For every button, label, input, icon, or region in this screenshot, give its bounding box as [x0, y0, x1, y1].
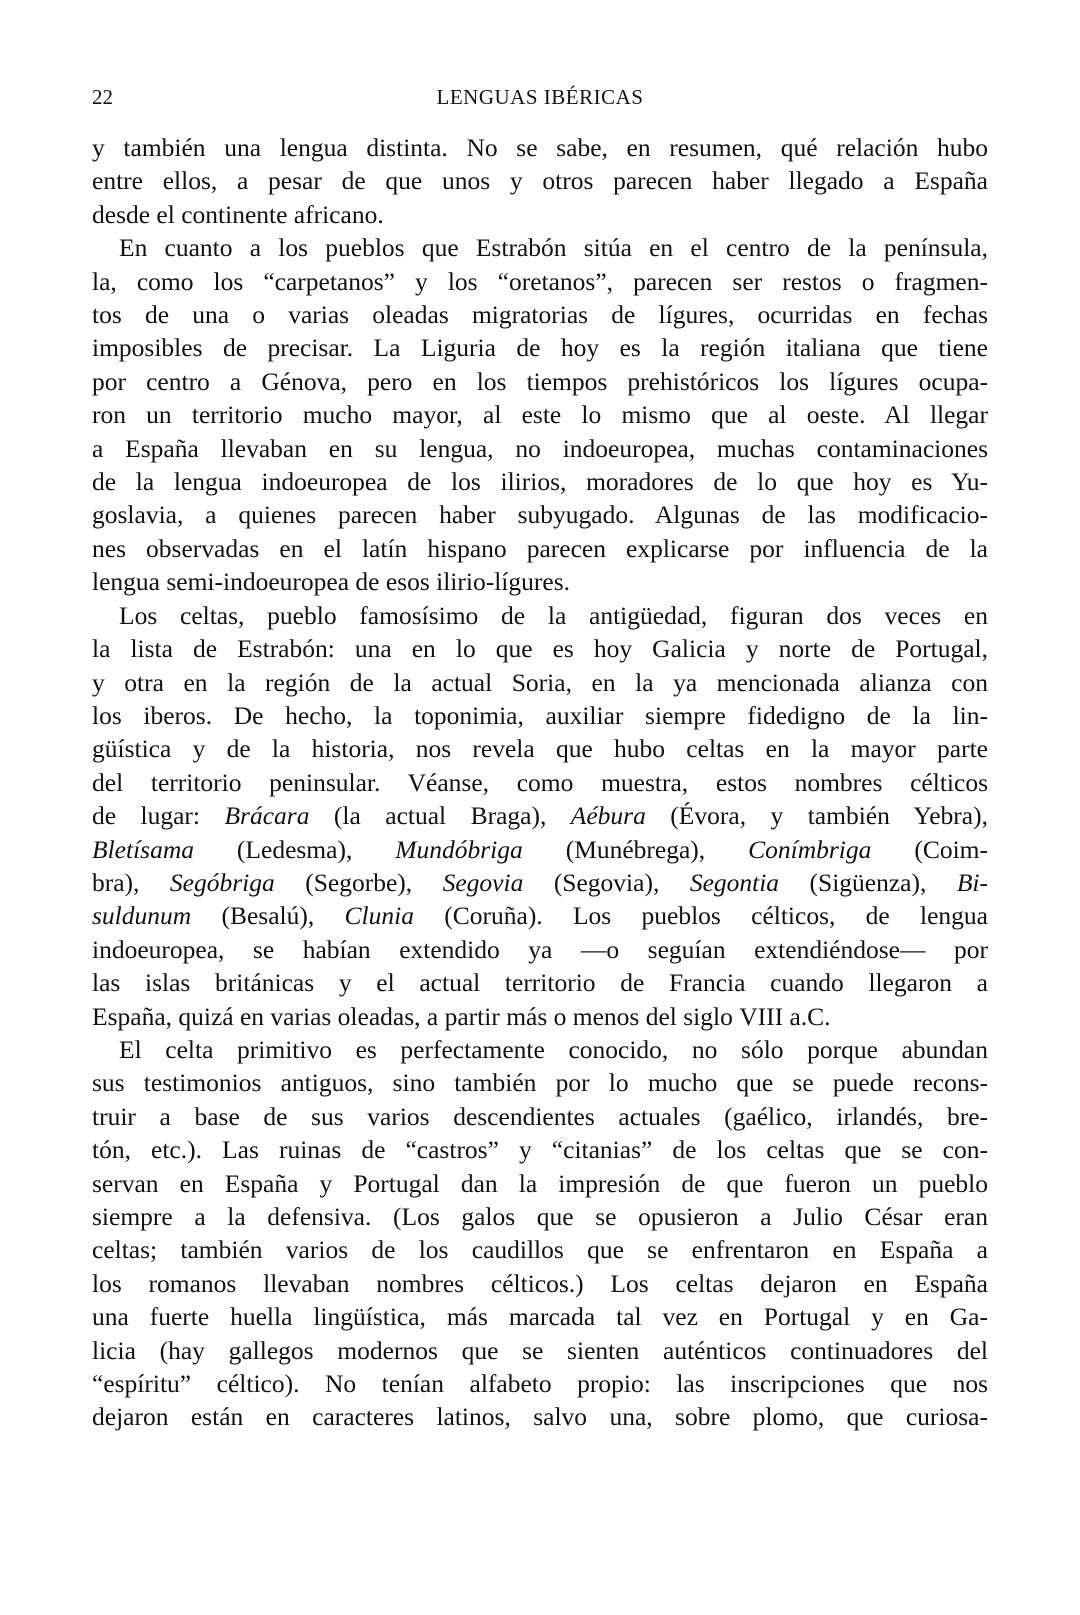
place-name-latin: Clunia: [344, 901, 414, 931]
place-name-latin: Segontia: [689, 867, 780, 897]
book-page: [92, 82, 988, 1582]
text-line: entre ellos, a pesar de que unos y otros parecen haber llegado a España: [92, 166, 988, 196]
text-line: sus testimonios antiguos, sino también por lo mucho que se puede recons-: [92, 1068, 988, 1098]
text-line: servan en España y Portugal dan la impresión de que fueron un pueblo: [92, 1168, 988, 1198]
place-name-latin: Aébura: [570, 801, 646, 831]
text-line: tos de una o varias oleadas migratorias de lígures, ocurridas en fechas: [92, 300, 988, 330]
place-name-latin: Brácara: [224, 801, 310, 831]
body-text: [92, 131, 988, 1434]
text-line: imposibles de precisar. La Liguria de hoy es la región italiana que tiene: [92, 333, 988, 363]
text-line: celtas; también varios de los caudillos que se enfrentaron en España a: [92, 1235, 988, 1265]
text-line: Los celtas, pueblo famosísimo de la antigüedad, figuran dos veces en: [119, 600, 988, 630]
text-line: siempre a la defensiva. (Los galos que se opusieron a Julio César eran: [92, 1202, 988, 1231]
text-line: la lista de Estrabón: una en lo que es hoy Galicia y norte de Portugal,: [92, 634, 988, 664]
text-line: de lugar: Brácara (la actual Braga), Aébura (Évora, y también Yebra),: [92, 801, 988, 831]
text-line: la, como los “carpetanos” y los “oretanos”, parecen ser restos o fragmen-: [92, 266, 988, 296]
text-line: desde el continente africano.: [92, 199, 384, 229]
place-name-latin: Bi-: [956, 867, 988, 897]
place-name-latin: Conímbriga: [748, 834, 872, 864]
text-line: los iberos. De hecho, la toponimia, auxiliar siempre fidedigno de la lin-: [92, 700, 988, 730]
text-line: licia (hay gallegos modernos que se sienten auténticos continuadores del: [92, 1335, 988, 1365]
text-line: lengua semi-indoeuropea de esos ilirio-lígures.: [92, 567, 570, 597]
text-line: suldunum (Besalú), Clunia (Coruña). Los pueblos célticos, de lengua: [92, 901, 988, 931]
text-line: y otra en la región de la actual Soria, en la ya mencionada alianza con: [92, 667, 988, 697]
text-line: a España llevaban en su lengua, no indoeuropea, muchas contaminaciones: [92, 433, 988, 463]
running-head: [92, 82, 988, 112]
place-name-latin: Mundóbriga: [395, 834, 523, 864]
text-line: dejaron están en caracteres latinos, salvo una, sobre plomo, que curiosa-: [92, 1402, 988, 1432]
text-line: tón, etc.). Las ruinas de “castros” y “citanias” de los celtas que se con-: [92, 1135, 988, 1165]
text-line: “espíritu” céltico). No tenían alfabeto propio: las inscripciones que nos: [92, 1369, 988, 1399]
text-line: güística y de la historia, nos revela que hubo celtas en la mayor parte: [92, 734, 988, 764]
place-name-latin: Bletísama: [92, 834, 194, 864]
text-line: truir a base de sus varios descendientes actuales (gaélico, irlandés, bre-: [92, 1101, 988, 1131]
century-numeral: VIII: [739, 1001, 784, 1031]
text-line: Bletísama (Ledesma), Mundóbriga (Munébrega), Conímbriga (Coim-: [92, 834, 988, 864]
text-line: de la lengua indoeuropea de los ilirios, moradores de lo que hoy es Yu-: [92, 467, 988, 497]
text-line: España, quizá en varias oleadas, a partir más o menos del siglo VIII a.C.: [92, 1001, 831, 1031]
text-line: goslavia, a quienes parecen haber subyugado. Algunas de las modificacio-: [92, 500, 988, 530]
text-line: indoeuropea, se habían extendido ya —o seguían extendiéndose— por: [92, 934, 988, 964]
page-number: 22: [92, 85, 113, 109]
text-line: El celta primitivo es perfectamente conocido, no sólo porque abundan: [119, 1034, 988, 1064]
text-line: bra), Segóbriga (Segorbe), Segovia (Segovia), Segontia (Sigüenza), Bi-: [92, 867, 988, 897]
place-name-latin: suldunum: [92, 901, 192, 931]
text-line: y también una lengua distinta. No se sabe, en resumen, qué relación hubo: [92, 133, 988, 162]
text-line: del territorio peninsular. Véanse, como muestra, estos nombres célticos: [92, 767, 988, 797]
running-title: LENGUAS IBÉRICAS: [436, 85, 644, 109]
text-line: una fuerte huella lingüística, más marcada tal vez en Portugal y en Ga-: [92, 1302, 988, 1332]
text-line: nes observadas en el latín hispano parecen explicarse por influencia de la: [92, 533, 988, 563]
text-line: En cuanto a los pueblos que Estrabón sitúa en el centro de la península,: [119, 233, 988, 263]
place-name-latin: Segóbriga: [169, 867, 275, 897]
text-line: por centro a Génova, pero en los tiempos prehistóricos los lígures ocupa-: [92, 366, 988, 396]
text-line: las islas británicas y el actual territorio de Francia cuando llegaron a: [92, 968, 988, 998]
text-line: ron un territorio mucho mayor, al este lo mismo que al oeste. Al llegar: [92, 400, 988, 430]
place-name-latin: Segovia: [442, 867, 524, 897]
text-line: los romanos llevaban nombres célticos.) Los celtas dejaron en España: [92, 1268, 988, 1298]
